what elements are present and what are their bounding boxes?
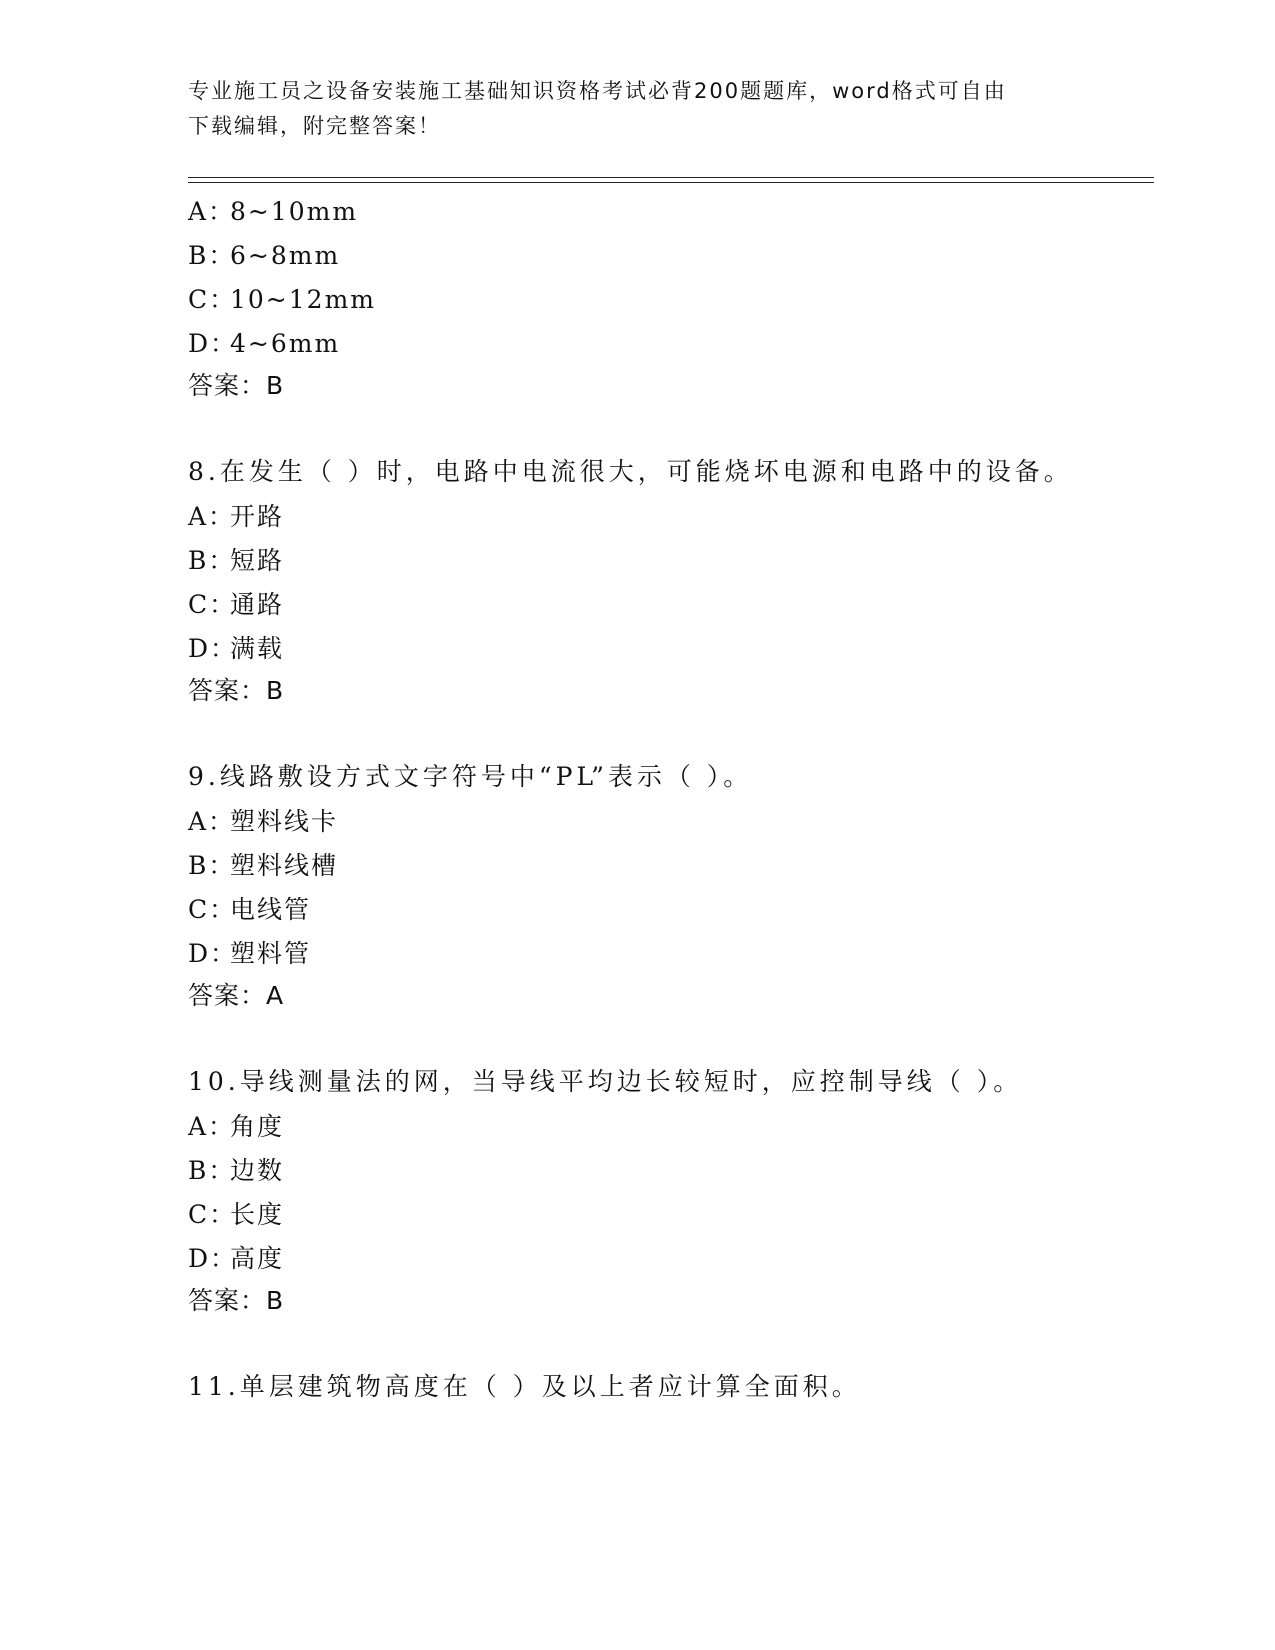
question-stem: 8.在发生（ ）时，电路中电流很大，可能烧坏电源和电路中的设备。 <box>188 457 1073 486</box>
option-text: 通路 <box>230 590 285 619</box>
option-d <box>188 629 284 665</box>
option-b <box>188 846 338 882</box>
option-text: 短路 <box>230 546 285 575</box>
option-key: C： <box>188 285 237 314</box>
option-key: A： <box>188 1112 236 1141</box>
option-key: A： <box>188 807 236 836</box>
option-text: 长度 <box>230 1200 285 1229</box>
option-d <box>188 934 311 970</box>
option-key: C： <box>188 590 237 619</box>
option-text: 6~8mm <box>230 241 341 270</box>
option-c <box>188 280 376 316</box>
option-key: D： <box>188 939 238 968</box>
option-b <box>188 1151 284 1187</box>
option-key: A： <box>188 502 236 531</box>
option-key: C： <box>188 1200 237 1229</box>
option-text: 角度 <box>230 1112 285 1141</box>
option-text: 4~6mm <box>230 329 341 358</box>
option-text: 塑料线卡 <box>230 807 339 836</box>
header-divider-top <box>188 177 1154 178</box>
answer-line: 答案：B <box>188 1286 285 1315</box>
option-key: B： <box>188 241 236 270</box>
option-key: B： <box>188 1156 236 1185</box>
option-key: A： <box>188 197 236 226</box>
option-text: 8~10mm <box>230 197 359 226</box>
option-key: D： <box>188 329 238 358</box>
option-c <box>188 1195 284 1231</box>
question-stem: 9.线路敷设方式文字符号中“PL”表示（ ）。 <box>188 762 753 791</box>
option-a <box>188 497 284 533</box>
option-text: 边数 <box>230 1156 285 1185</box>
option-key: B： <box>188 851 236 880</box>
question-stem: 11.单层建筑物高度在（ ）及以上者应计算全面积。 <box>188 1372 861 1401</box>
option-key: C： <box>188 895 237 924</box>
option-key: B： <box>188 546 236 575</box>
option-text: 高度 <box>230 1244 285 1273</box>
option-text: 塑料线槽 <box>230 851 339 880</box>
option-key: D： <box>188 1244 238 1273</box>
option-text: 满载 <box>230 634 285 663</box>
option-a <box>188 1107 284 1143</box>
option-b <box>188 541 284 577</box>
option-a <box>188 802 338 838</box>
answer-line: 答案：B <box>188 676 285 705</box>
option-text: 电线管 <box>230 895 312 924</box>
option-c <box>188 585 284 621</box>
answer-line: 答案：B <box>188 371 285 400</box>
option-b <box>188 236 340 272</box>
document-header <box>188 74 1088 144</box>
option-d <box>188 324 340 360</box>
option-d <box>188 1239 284 1275</box>
answer-line: 答案：A <box>188 981 285 1010</box>
header-divider-bottom <box>188 182 1154 183</box>
option-text: 开路 <box>230 502 285 531</box>
header-line-2: 下载编辑，附完整答案！ <box>188 114 441 138</box>
question-stem: 10.导线测量法的网，当导线平均边长较短时，应控制导线（ ）。 <box>188 1067 1023 1096</box>
option-text: 10~12mm <box>230 285 376 314</box>
option-c <box>188 890 311 926</box>
header-line-1: 专业施工员之设备安装施工基础知识资格考试必背200题题库，word格式可自由 <box>188 79 1007 103</box>
option-key: D： <box>188 634 238 663</box>
option-text: 塑料管 <box>230 939 312 968</box>
option-a <box>188 192 358 228</box>
